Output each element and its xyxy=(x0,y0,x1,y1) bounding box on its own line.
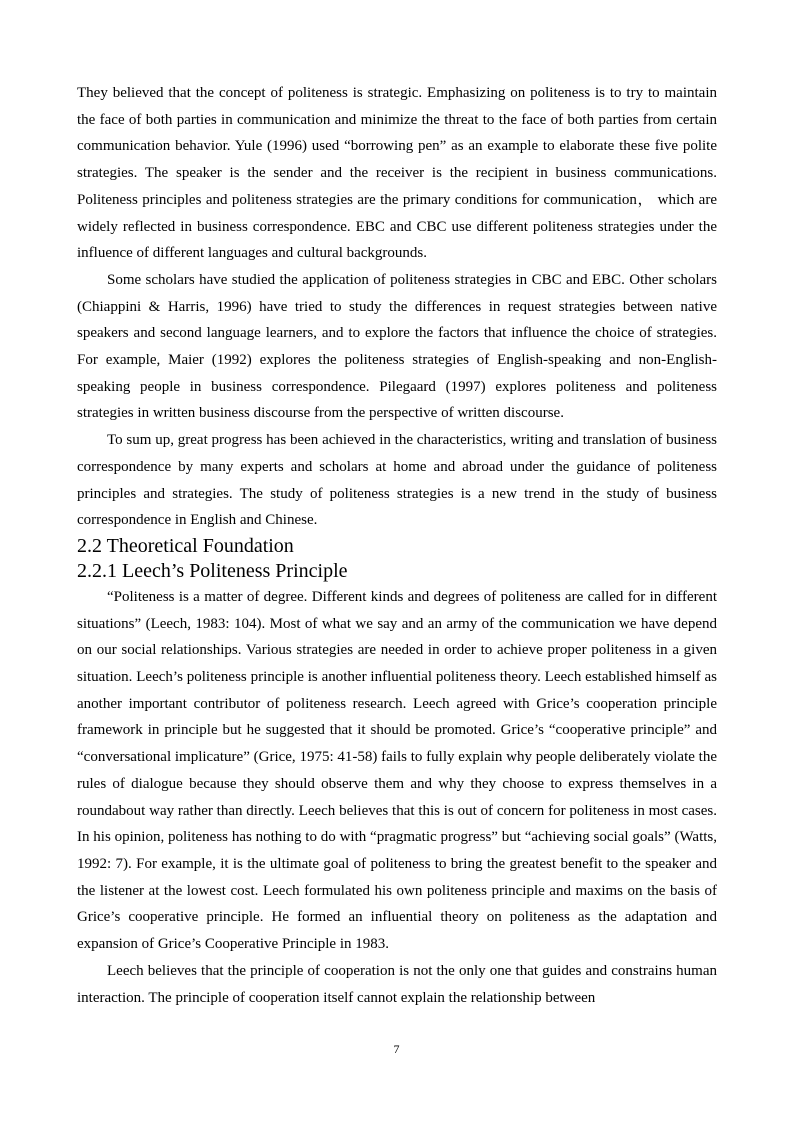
body-paragraph: “Politeness is a matter of degree. Different kinds and degrees of politeness are called for in different situations” (Leech, 1983: 104). Most of what we say and an army of the communication we have depend on our social relationships. Various strategies are needed in order to achieve proper politeness in a given situation. Leech’s politeness principle is another influential politeness theory. Leech established himself as another important contributor of politeness research. Leech agreed with Grice’s cooperation principle framework in principle but he suggested that it should be promoted. Grice’s “cooperative principle” and “conversational implicature” (Grice, 1975: 41-58) fails to fully explain why people deliberately violate the rules of dialogue because they should observe them and why they choose to express themselves in a roundabout way rather than directly. Leech believes that this is out of concern for politeness in most cases. In his opinion, politeness has nothing to do with “pragmatic progress” but “achieving social goals” (Watts, 1992: 7). For example, it is the ultimate goal of politeness to bring the greatest benefit to the speaker and the listener at the lowest cost. Leech formulated his own politeness principle and maxims on the basis of Grice’s cooperative principle. He formed an influential theory on politeness as the adaptation and expansion of Grice’s Cooperative Principle in 1983. xyxy=(77,588,717,953)
body-paragraph: To sum up, great progress has been achieved in the characteristics, writing and translation of business correspondence by many experts and scholars at home and abroad under the guidance of politeness principles and strategies. The study of politeness strategies is a new trend in the study of business correspondence in English and Chinese. xyxy=(77,432,717,529)
body-paragraph: They believed that the concept of politeness is strategic. Emphasizing on politeness is to try to maintain the face of both parties in communication and minimize the threat to the face of both parties from certain communication behavior. Yule (1996) used “borrowing pen” as an example to elaborate these five polite strategies. The speaker is the sender and the receiver is the recipient in business communications. Politeness principles and politeness strategies are the primary conditions for communication， which are widely reflected in business correspondence. EBC and CBC use different politeness strategies under the influence of different languages and cultural backgrounds. xyxy=(77,85,717,262)
subsection-heading: 2.2.1 Leech’s Politeness Principle xyxy=(77,559,348,582)
page-number: 7 xyxy=(393,1042,400,1056)
section-heading: 2.2 Theoretical Foundation xyxy=(77,534,294,557)
page-body xyxy=(77,80,717,1011)
body-paragraph: Some scholars have studied the application of politeness strategies in CBC and EBC. Other scholars (Chiappini & Harris, 1996) have tried to study the differences in request strategies between native speakers and second language learners, and to explore the factors that influence the choice of strategies. For example, Maier (1992) explores the politeness strategies of English-speaking and non-English-speaking people in business correspondence. Pilegaard (1997) explores politeness and politeness strategies in written business discourse from the perspective of written discourse. xyxy=(77,271,717,422)
body-paragraph: Leech believes that the principle of cooperation is not the only one that guides and constrains human interaction. The principle of cooperation itself cannot explain the relationship between xyxy=(77,962,717,1006)
